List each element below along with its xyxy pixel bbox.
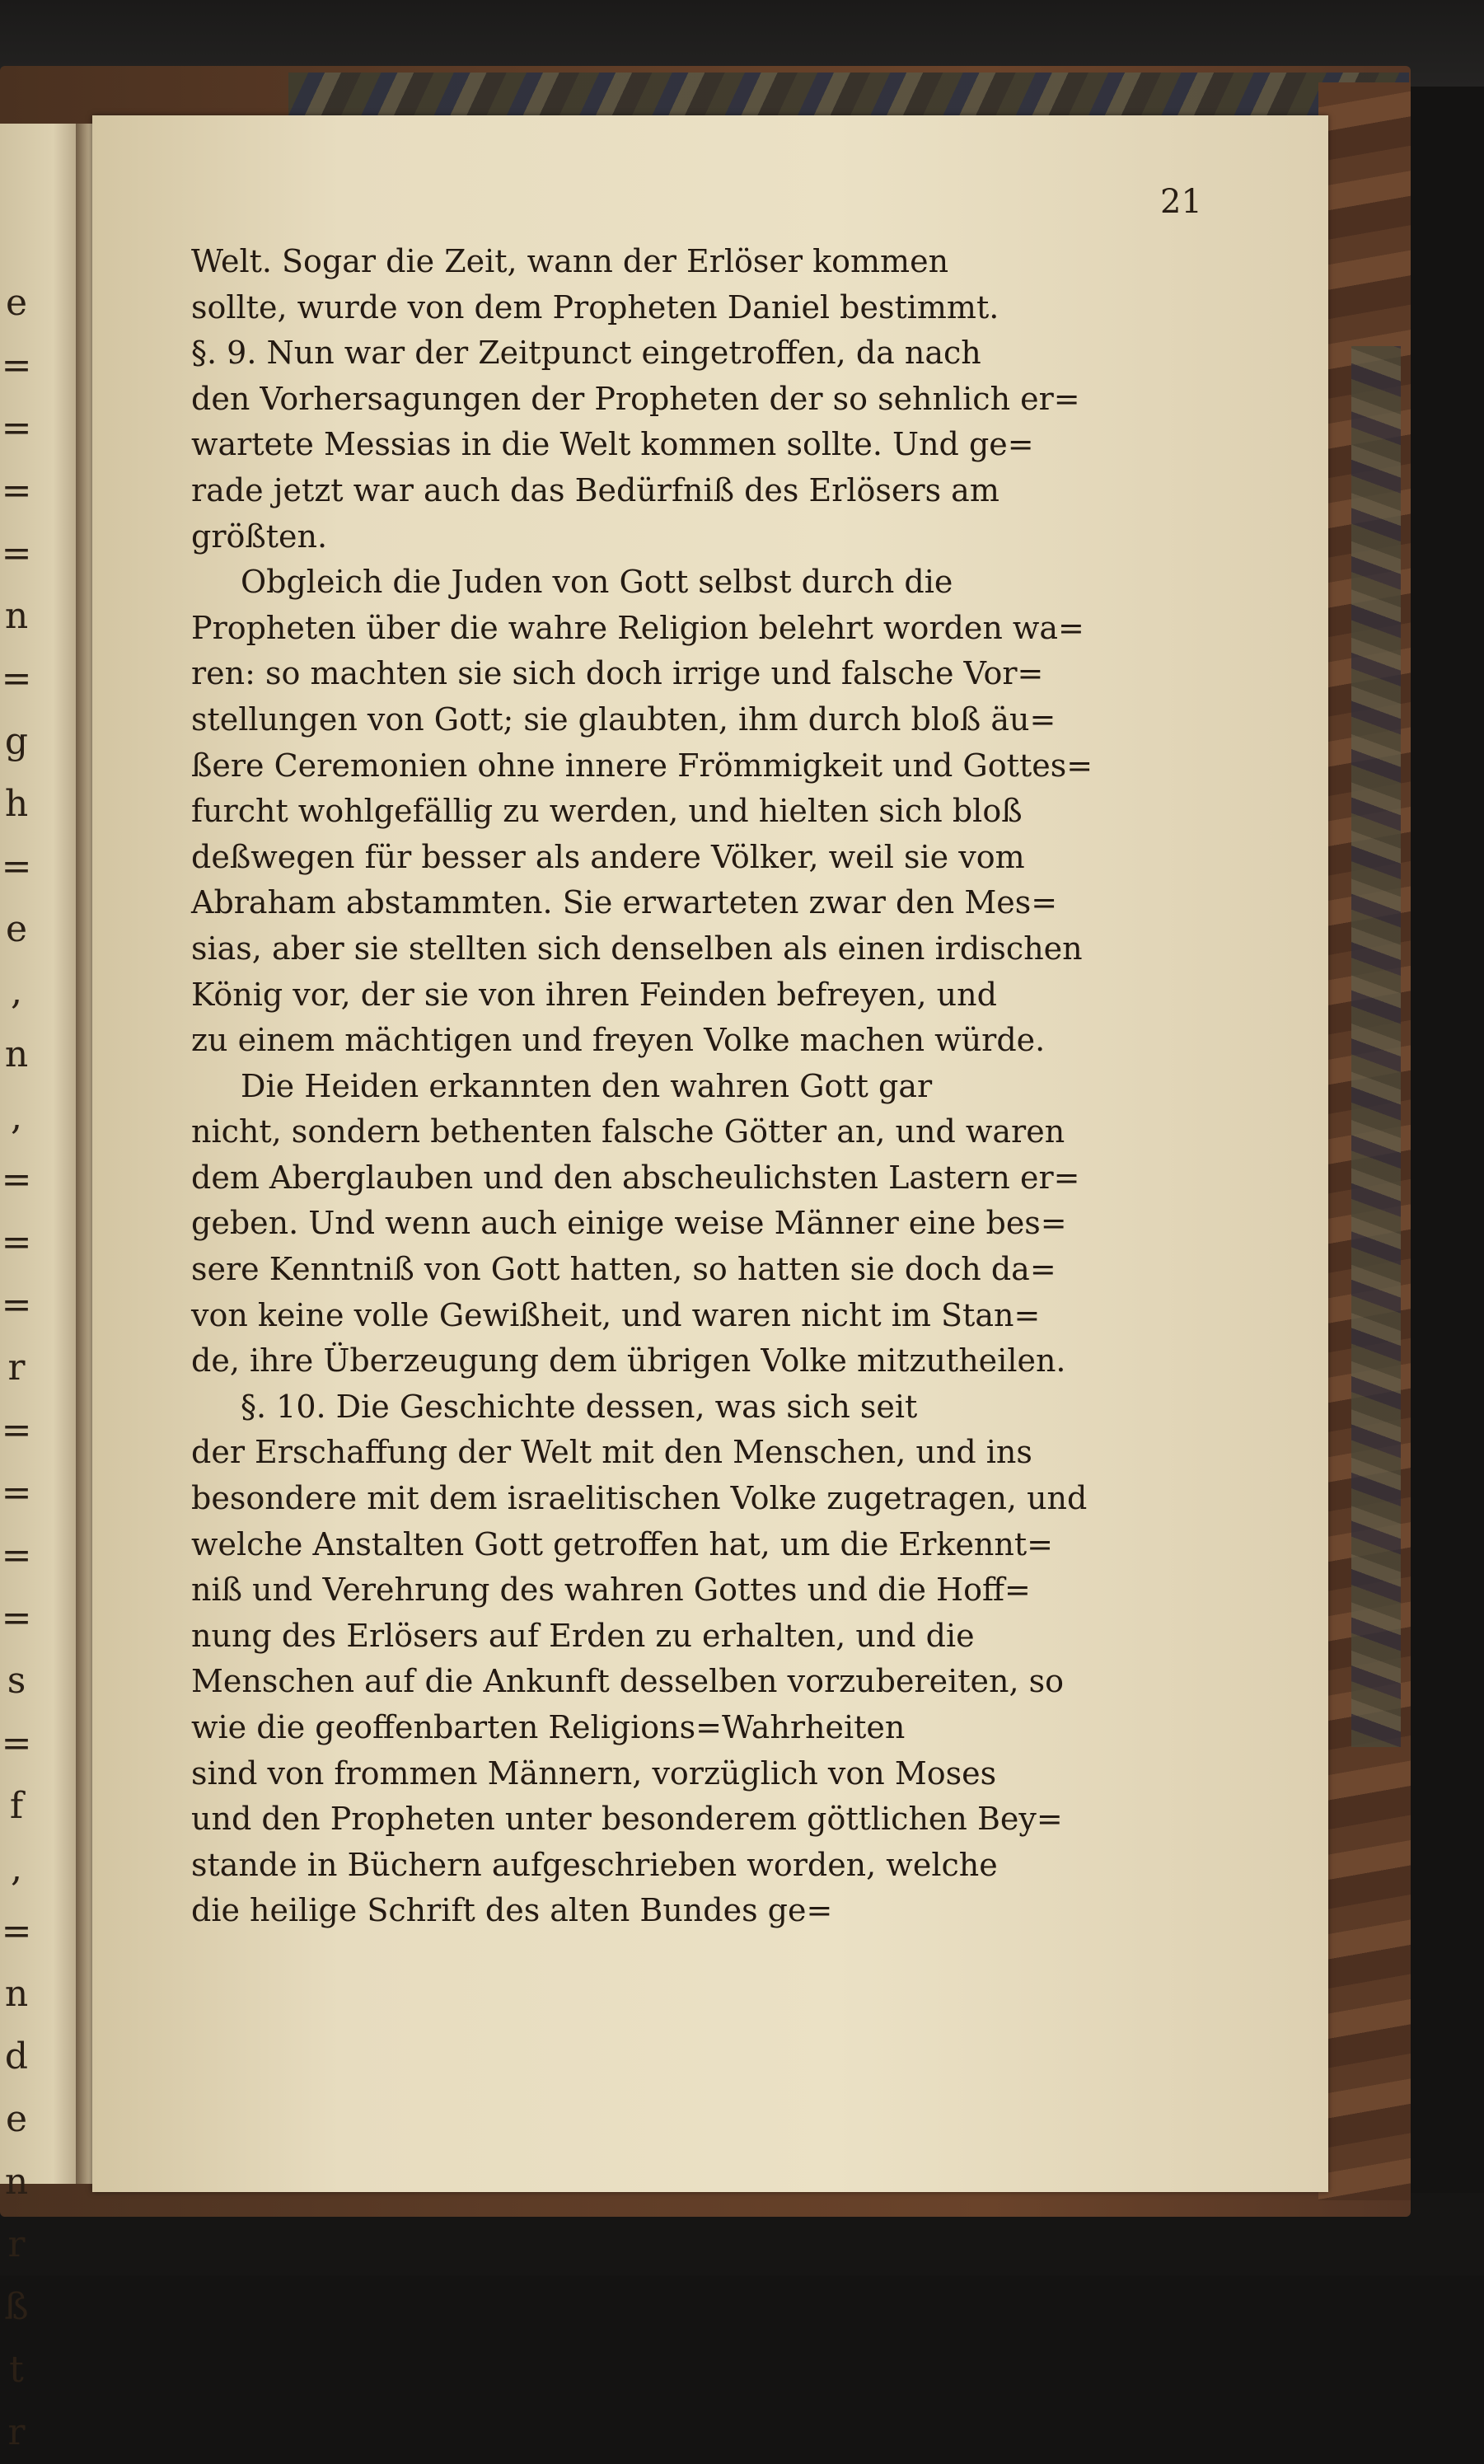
text-line: Obgleich die Juden von Gott selbst durch die — [241, 564, 953, 601]
left-page-fragment: = — [1, 1472, 32, 1514]
left-page-fragment: = — [1, 1284, 32, 1326]
left-page-fragment: ß — [4, 2286, 29, 2328]
text-line: Abraham abstammten. Sie erwarteten zwar den Mes= — [191, 884, 1058, 921]
left-page-fragment: = — [1, 1534, 32, 1576]
left-page-fragment: g — [4, 720, 29, 762]
left-page-fragment: = — [1, 1910, 32, 1952]
text-line: sind von frommen Männern, vorzüglich von Moses — [191, 1754, 997, 1792]
text-line: ßere Ceremonien ohne innere Frömmigkeit und Gottes= — [191, 747, 1093, 784]
left-page-fragment: = — [1, 407, 32, 449]
left-page-fragment: d — [4, 2035, 29, 2078]
left-page-fragment: n — [4, 1973, 29, 2015]
left-page-fragment: n — [4, 2161, 29, 2203]
text-line: de, ihre Überzeugung dem übrigen Volke mitzutheilen. — [191, 1342, 1066, 1380]
text-line: furcht wohlgefällig zu werden, und hielten sich bloß — [191, 793, 1023, 830]
text-line: dem Aberglauben und den abscheulichsten Lastern er= — [191, 1159, 1080, 1196]
left-page-fragment: n — [4, 1033, 29, 1075]
text-line: besondere mit dem israelitischen Volke zugetragen, und — [191, 1480, 1088, 1517]
left-page-fragment: , — [11, 971, 22, 1013]
text-line: Die Heiden erkannten den wahren Gott gar — [241, 1067, 933, 1104]
text-line: sollte, wurde von dem Propheten Daniel bestimmt. — [191, 288, 999, 326]
text-line: König vor, der sie von ihren Feinden befreyen, und — [191, 976, 997, 1013]
left-page-fragment: r — [7, 1347, 26, 1389]
text-line: rade jetzt war auch das Bedürfniß des Erlösers am — [191, 471, 999, 508]
text-line: deßwegen für besser als andere Völker, weil sie vom — [191, 838, 1025, 875]
left-page-fragment: = — [1, 1159, 32, 1201]
text-line: den Vorhersagungen der Propheten der so sehnlich er= — [191, 380, 1080, 417]
text-line: sias, aber sie stellten sich denselben als einen irdischen — [191, 930, 1083, 967]
text-line: stande in Büchern aufgeschrieben worden, welche — [191, 1846, 998, 1883]
text-line: von keine volle Gewißheit, und waren nicht im Stan= — [191, 1296, 1041, 1333]
left-page-fragment: n — [4, 595, 29, 637]
left-page-fragment: s — [7, 1660, 26, 1702]
text-line: wie die geoffenbarten Religions=Wahrheiten — [191, 1709, 906, 1745]
text-line: Welt. Sogar die Zeit, wann der Erlöser kommen — [191, 243, 949, 279]
left-page-fragment: = — [1, 470, 32, 512]
left-page-fragment: r — [7, 2223, 26, 2265]
left-page-fragment: h — [4, 783, 29, 825]
text-line: stellungen von Gott; sie glaubten, ihm durch bloß äu= — [191, 700, 1056, 738]
text-line: sere Kenntniß von Gott hatten, so hatten sie doch da= — [191, 1251, 1056, 1288]
text-line: und den Propheten unter besonderem göttlichen Bey= — [191, 1801, 1063, 1838]
left-page-fragment: = — [1, 1409, 32, 1451]
text-line: ren: so machten sie sich doch irrige und falsche Vor= — [191, 655, 1044, 692]
marbled-cover-side — [1351, 346, 1401, 1747]
page-text — [191, 239, 1246, 1934]
left-page-fragment: = — [1, 1597, 32, 1639]
left-page-fragment: t — [9, 2349, 24, 2391]
text-line: niß und Verehrung des wahren Gottes und die Hoff= — [191, 1572, 1031, 1609]
text-line: §. 9. Nun war der Zeitpunct eingetroffen, da nach — [191, 335, 981, 372]
left-page-fragment: = — [1, 532, 32, 574]
left-page-fragment: f — [9, 1785, 24, 1827]
text-line: wartete Messias in die Welt kommen sollte. Und ge= — [191, 426, 1034, 463]
text-line: die heilige Schrift des alten Bundes ge= — [191, 1892, 833, 1929]
left-page-fragment: , — [11, 1848, 22, 1890]
text-line: §. 10. Die Geschichte dessen, was sich seit — [241, 1388, 918, 1425]
text-line: der Erschaffung der Welt mit den Menschen, und ins — [191, 1434, 1032, 1471]
left-page-text-fragments — [0, 272, 33, 2464]
left-page-fragment: = — [1, 1722, 32, 1764]
page-number: 21 — [1160, 183, 1202, 221]
text-line: zu einem mächtigen und freyen Volke machen würde. — [191, 1022, 1046, 1059]
left-page-fragment: , — [11, 1096, 22, 1138]
text-line: nung des Erlösers auf Erden zu erhalten, und die — [191, 1617, 975, 1654]
text-line: geben. Und wenn auch einige weise Männer eine bes= — [191, 1205, 1067, 1242]
text-line: Propheten über die wahre Religion belehrt worden wa= — [191, 609, 1084, 646]
text-line: welche Anstalten Gott getroffen hat, um die Erkennt= — [191, 1525, 1053, 1562]
left-page-fragment: = — [1, 846, 32, 888]
left-page-fragment: e — [5, 282, 28, 324]
left-page-fragment: r — [7, 2411, 26, 2453]
left-page-fragment: = — [1, 344, 32, 386]
text-line: größten. — [191, 518, 328, 555]
text-line: nicht, sondern bethenten falsche Götter an, und waren — [191, 1113, 1065, 1150]
text-line: Menschen auf die Ankunft desselben vorzubereiten, so — [191, 1663, 1065, 1700]
left-page-fragment: = — [1, 1221, 32, 1263]
left-page-fragment: = — [1, 658, 32, 700]
left-page-fragment: e — [5, 908, 28, 950]
left-page-fragment: e — [5, 2098, 28, 2140]
